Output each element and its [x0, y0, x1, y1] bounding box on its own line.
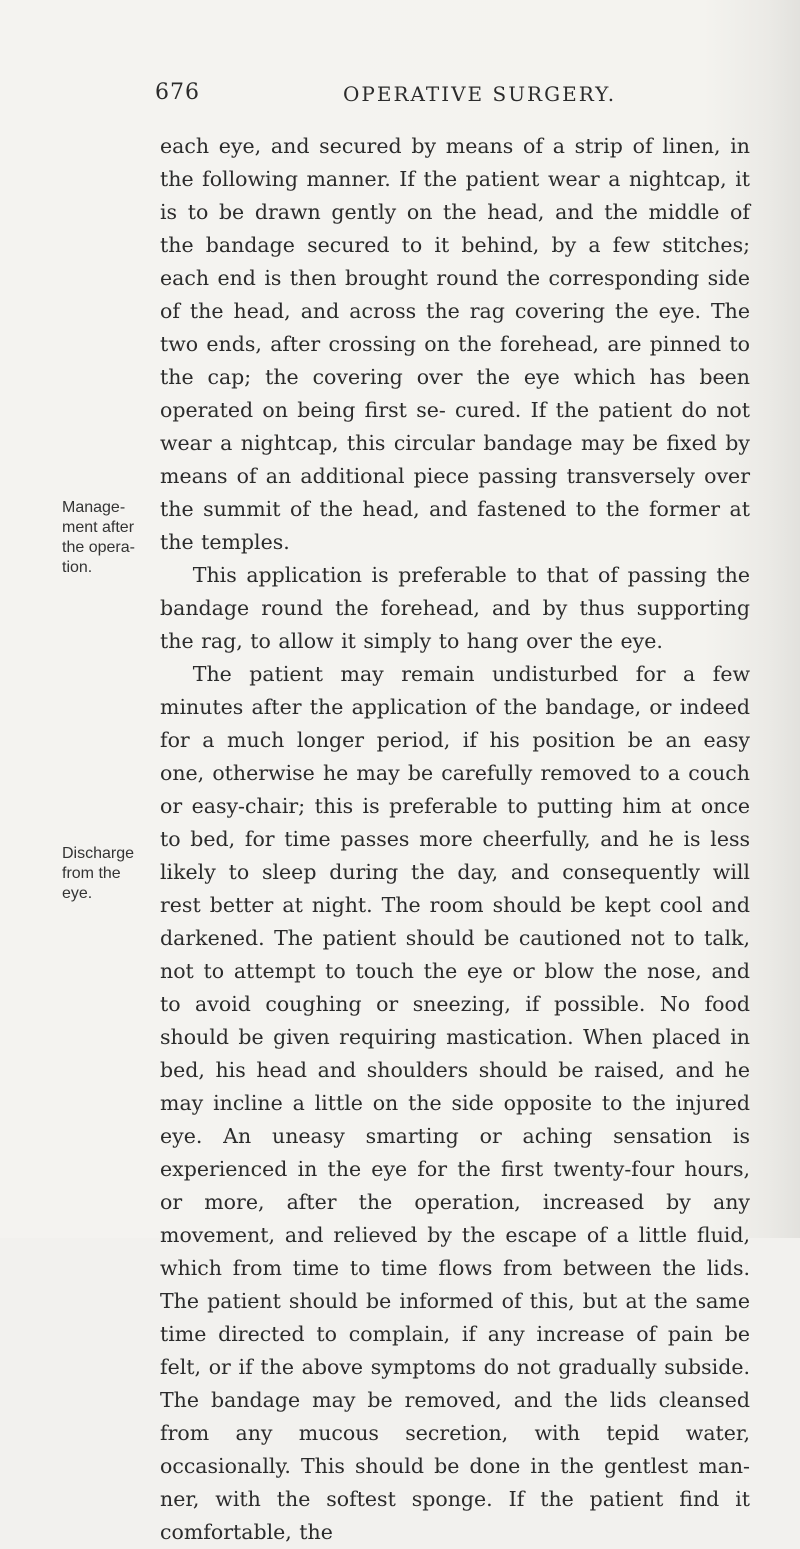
page-number: 676 — [155, 80, 200, 105]
margin-note-management: Manage- ment after the opera- tion. — [62, 499, 135, 576]
margin-note-discharge: Discharge from the eye. — [62, 845, 135, 902]
paragraph: The patient may remain undisturbed for a few minutes after the application of the bandage, or indeed for a much longer period, if his position be an easy one, otherwise he may be carefully removed to a couch or easy-chair; this is preferable to putting him at once to bed, for time passes more cheerfully, and he is less likely to sleep during the day, and consequently will rest better at night. The room should be kept cool and darkened. The patient should be cautioned not to talk, not to attempt to touch the eye or blow the nose, and to avoid coughing or sneezing, if possible. No food should be given requiring mastication. When placed in bed, his head and shoulders should be raised, and he may incline a little on the side opposite to the injured eye. An uneasy smarting or aching sensation is experienced in the eye for the first twenty-four hours, or more, after the operation, increased by any movement, and relieved by the escape of a little fluid, which from time to time flows from between the lids. The patient should be informed of this, but at the same time directed to complain, if any increase of pain be felt, or if the above symptoms do not gradually subside. The bandage may be removed, and the lids cleansed from any mucous secretion, with tepid water, occasionally. This should be done in the gentlest man- ner, with the softest sponge. If the patient find it comfortable, the — [160, 662, 750, 1544]
running-title: OPERATIVE SURGERY. — [343, 82, 617, 106]
page-header — [155, 80, 755, 110]
paragraph: This application is preferable to that of passing the bandage round the forehead, and by thus supporting the rag, to allow it simply to hang over the eye. — [160, 563, 750, 653]
paragraph: each eye, and secured by means of a strip of linen, in the following manner. If the patient wear a nightcap, it is to be drawn gently on the head, and the middle of the bandage secured to it behind, by a few stitches; each end is then brought round the corresponding side of the head, and across the rag covering the eye. The two ends, after crossing on the forehead, are pinned to the cap; the covering over the eye which has been operated on being first se- cured. If the patient do not wear a nightcap, this circular bandage may be fixed by means of an additional piece passing transversely over the summit of the head, and fastened to the former at the temples. — [160, 134, 750, 554]
body-text — [160, 130, 750, 1549]
